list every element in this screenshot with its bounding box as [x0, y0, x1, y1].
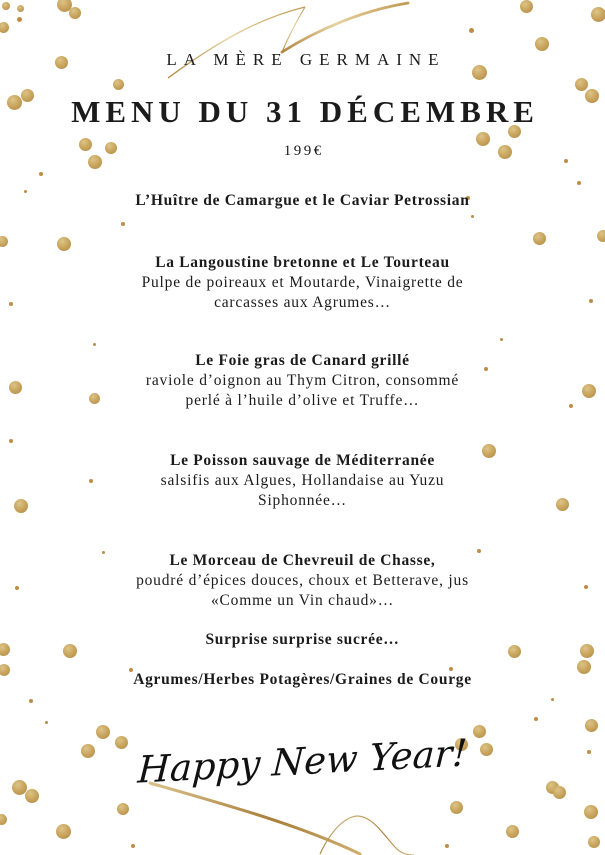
course-poisson [55, 451, 550, 511]
menu-title: MENU DU 31 DÉCEMBRE [71, 94, 539, 129]
course-title: Le Morceau de Chevreuil de Chasse, [169, 552, 436, 569]
gold-dot-icon [556, 498, 569, 511]
course-pre-dessert [55, 670, 550, 690]
gold-dot-icon [69, 7, 81, 19]
gold-dot-icon [9, 381, 22, 394]
gold-dot-icon [9, 439, 13, 443]
gold-dot-icon [0, 814, 7, 825]
gold-dot-icon [553, 786, 566, 799]
gold-dot-icon [450, 801, 463, 814]
gold-dot-icon [575, 78, 588, 91]
gold-dot-icon [24, 190, 27, 193]
gold-dot-icon [591, 7, 605, 22]
gold-dot-icon [39, 172, 43, 176]
gold-dot-icon [9, 302, 13, 306]
gold-dot-icon [117, 803, 129, 815]
gold-dot-icon [584, 585, 588, 589]
gold-dot-icon [29, 699, 33, 703]
gold-dot-icon [582, 384, 596, 398]
gold-dot-icon [589, 299, 593, 303]
course-description-line: poudré d’épices douces, choux et Betterave, jus [136, 572, 469, 589]
course-description-line: Siphonnée… [258, 492, 347, 509]
restaurant-name: LA MÈRE GERMAINE [166, 50, 446, 69]
course-list [55, 191, 550, 690]
gold-dot-icon [577, 181, 581, 185]
gold-dot-icon [0, 22, 9, 33]
course-huitre [55, 191, 550, 211]
gold-dot-icon [17, 5, 24, 12]
course-description-line: salsifis aux Algues, Hollandaise au Yuzu [160, 472, 445, 489]
course-chevreuil [55, 551, 550, 611]
gold-dot-icon [569, 404, 573, 408]
course-langoustine [55, 253, 550, 313]
gold-dot-icon [2, 2, 10, 10]
course-description-line: Pulpe de poireaux et Moutarde, Vinaigrette de [141, 274, 464, 291]
gold-dot-icon [597, 230, 605, 242]
menu-price: 199€ [283, 143, 324, 159]
gold-dot-icon [445, 844, 449, 848]
gold-dot-icon [469, 28, 474, 33]
gold-dot-icon [535, 37, 549, 51]
happy-new-year-script: Happy New Year! [136, 731, 469, 792]
course-title: L’Huître de Camargue et le Caviar Petrossian [135, 192, 470, 209]
course-description-line: perlé à l’huile d’olive et Truffe… [185, 392, 420, 409]
course-description-line: carcasses aux Agrumes… [214, 294, 391, 311]
gold-dot-icon [0, 643, 10, 656]
course-title: Agrumes/Herbes Potagères/Graines de Courge [133, 671, 472, 688]
course-title: La Langoustine bretonne et Le Tourteau [155, 254, 450, 271]
gold-dot-icon [14, 499, 28, 513]
gold-dot-icon [534, 717, 538, 721]
gold-dot-icon [0, 664, 10, 676]
gold-dot-icon [588, 836, 600, 848]
gold-dot-icon [551, 698, 554, 701]
gold-dot-icon [580, 644, 594, 658]
gold-dot-icon [113, 79, 124, 90]
gold-dot-icon [520, 0, 533, 13]
gold-dot-icon [584, 805, 598, 819]
gold-dot-icon [115, 736, 128, 749]
gold-dot-icon [17, 17, 22, 22]
gold-dot-icon [131, 844, 135, 848]
course-description-line: raviole d’oignon au Thym Citron, consommé [145, 372, 460, 389]
gold-dot-icon [45, 721, 48, 724]
gold-dot-icon [0, 236, 8, 247]
gold-dot-icon [56, 824, 71, 839]
course-title: Surprise surprise sucrée… [205, 631, 400, 648]
gold-dot-icon [506, 825, 519, 838]
gold-dot-icon [577, 660, 591, 674]
gold-dot-icon [96, 725, 110, 739]
course-title: Le Foie gras de Canard grillé [195, 352, 410, 369]
gold-dot-icon [15, 586, 19, 590]
course-description-line: «Comme un Vin chaud»… [210, 592, 395, 609]
course-foie-gras [55, 351, 550, 411]
course-surprise [55, 630, 550, 650]
course-title: Le Poisson sauvage de Méditerranée [170, 452, 435, 469]
